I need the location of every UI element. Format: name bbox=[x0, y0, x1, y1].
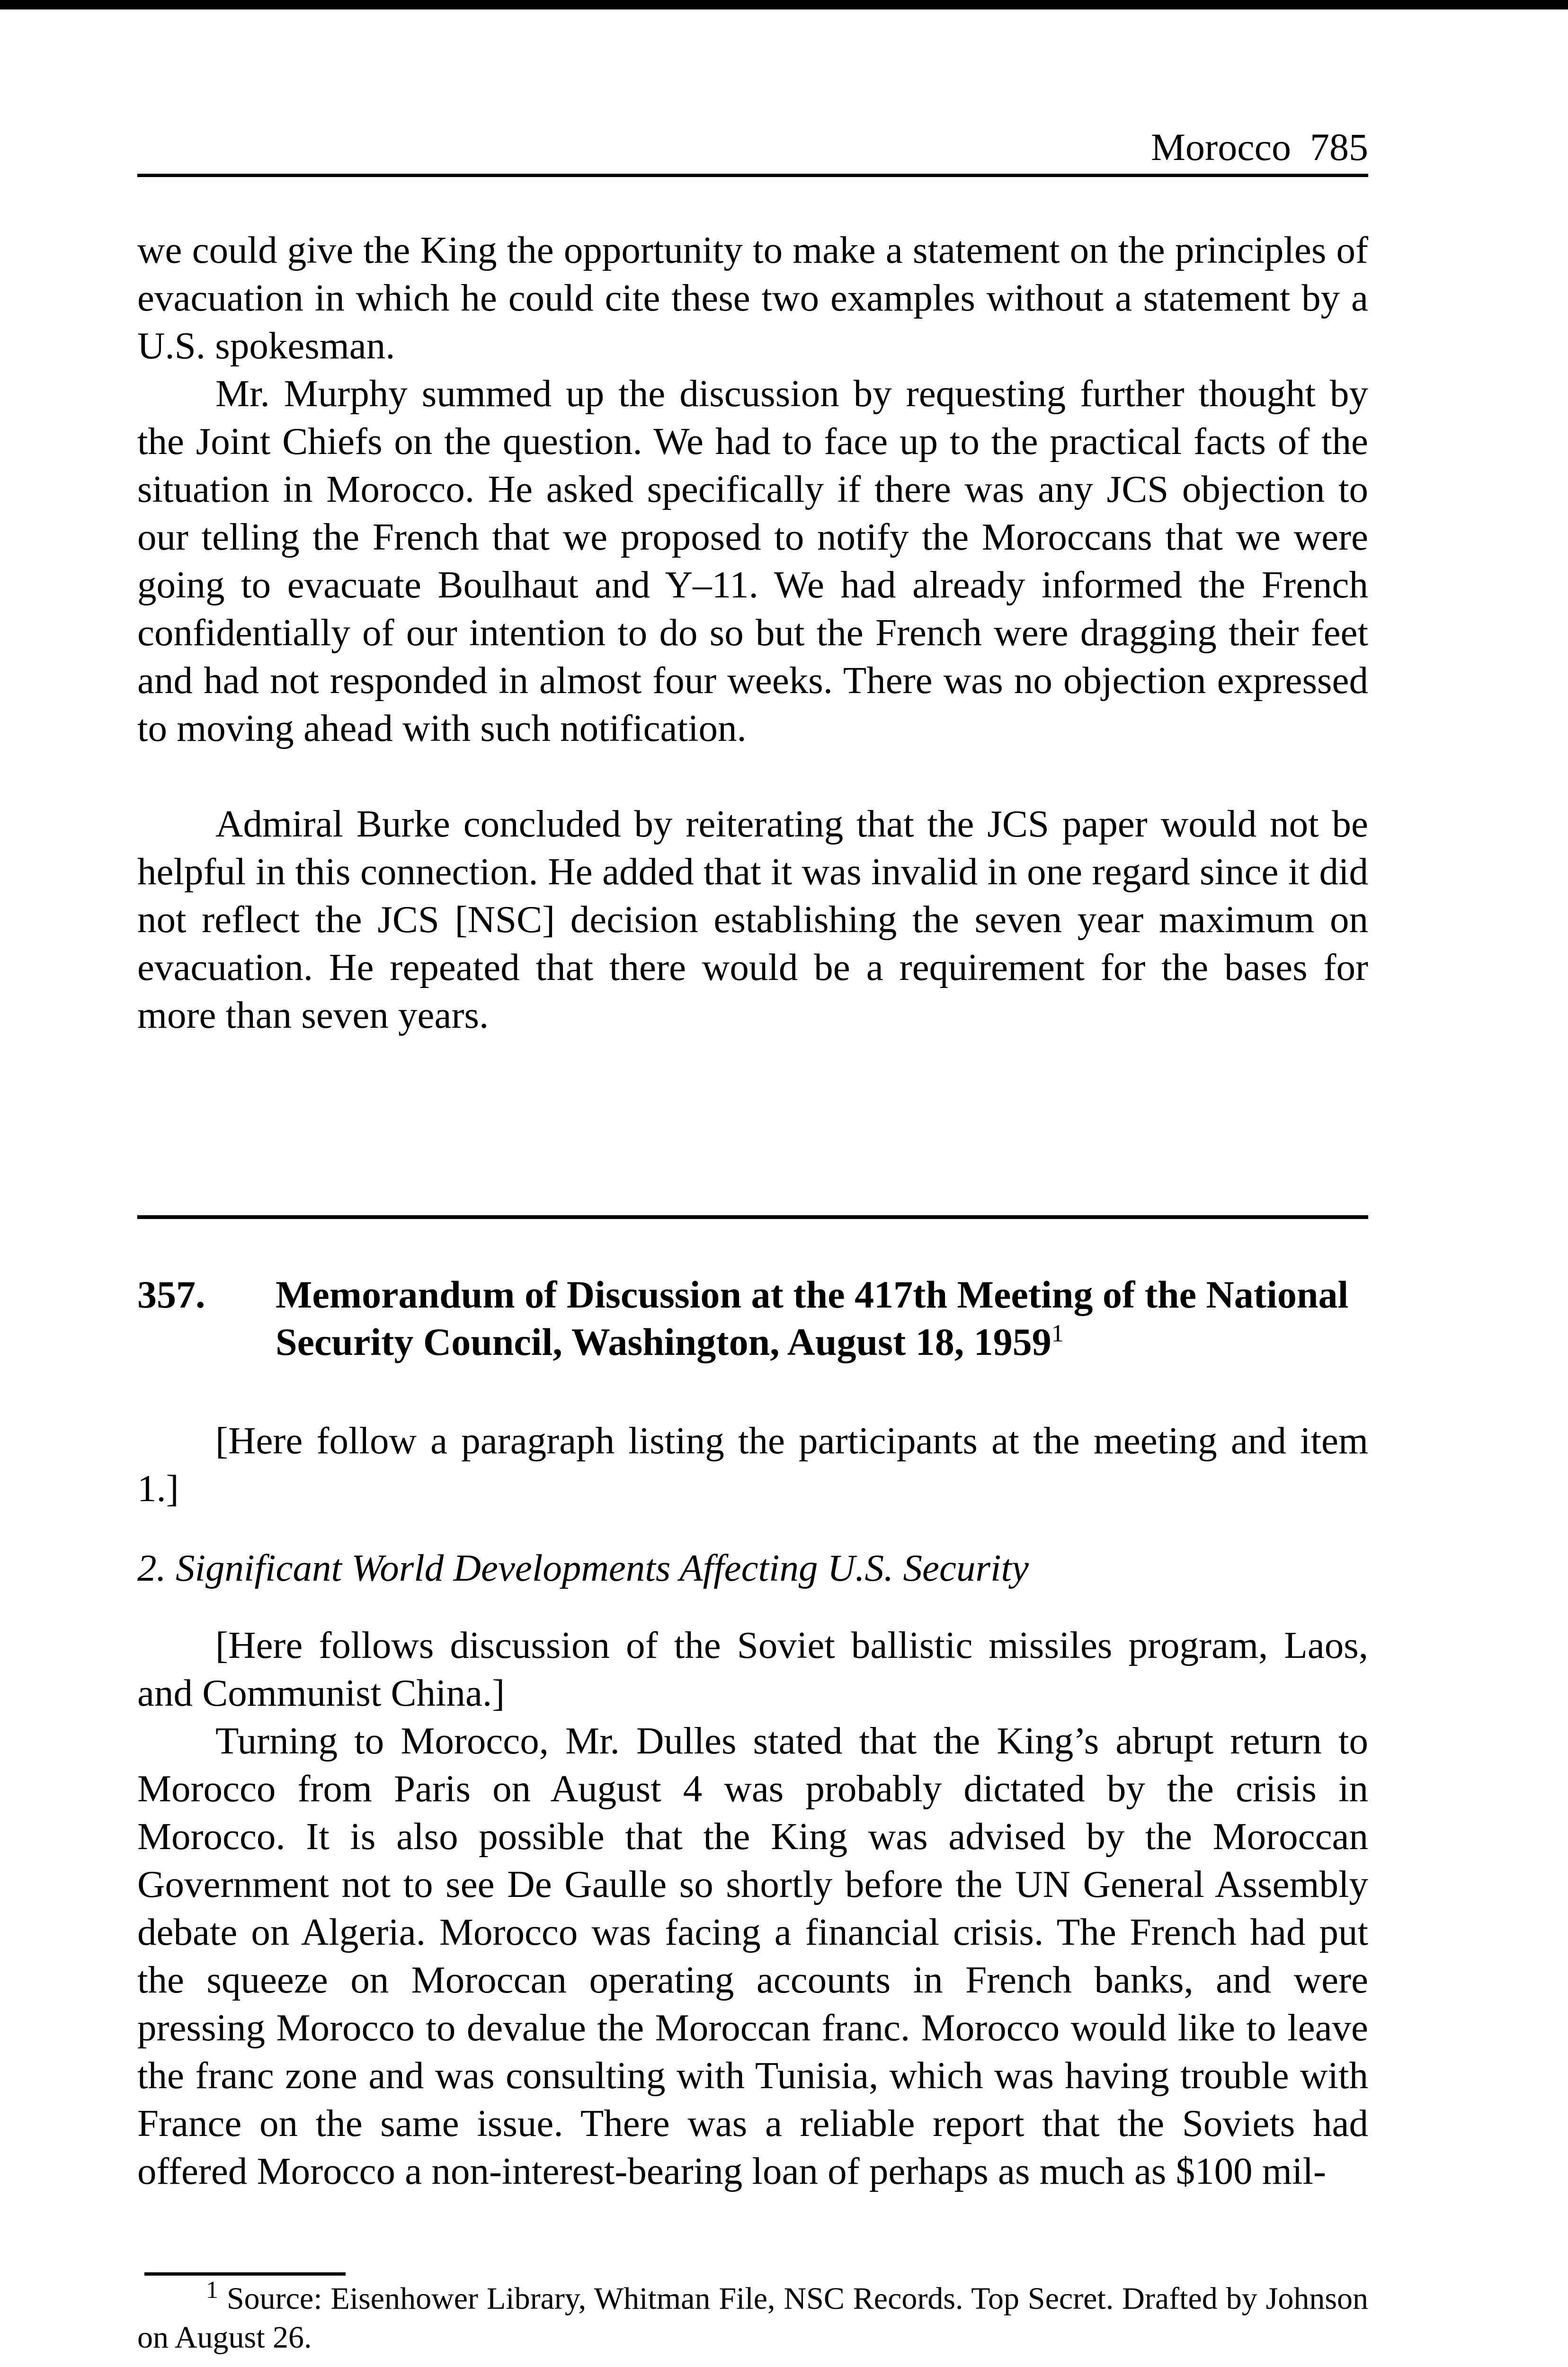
top-border bbox=[0, 0, 1568, 9]
paragraph-dulles: Turning to Morocco, Mr. Dulles stated that the King’s abrupt return to Morocco from Paris on August 4 was probably dictated by the crisis in Morocco. It is also possible that the King was advised by the Moroccan Government not to see De Gaulle so shortly before the UN General Assembly debate on Algeria. Morocco was facing a financial crisis. The French had put the squeeze on Moroccan operating accounts in French banks, and were pressing Morocco to devalue the Moroccan franc. Morocco would like to leave the franc zone and was consulting with Tunisia, which was having trouble with France on the same issue. There was a reliable report that the Soviets had offered Morocco a non-interest-bearing loan of perhaps as much as $100 mil- bbox=[137, 1719, 1368, 2192]
header-text bbox=[1151, 124, 1368, 174]
running-header bbox=[137, 121, 1368, 177]
section-divider bbox=[137, 1215, 1368, 1219]
document-heading bbox=[137, 1271, 1368, 1366]
paragraph-burke: Admiral Burke concluded by reiterating that the JCS paper would not be helpful in this connection. He added that it was invalid in one regard since it did not reflect the JCS [NSC] decision establishing the seven year maximum on evacuation. He repeated that there would be a requirement for the bases for more than seven years. bbox=[137, 802, 1368, 1036]
paragraph-murphy: Mr. Murphy summed up the discussion by requesting further thought by the Joint Chiefs on the question. We had to face up to the practical facts of the situation in Morocco. He asked specifically if there was any JCS objection to our telling the French that we proposed to notify the Moroccans that we were going to evacuate Boulhaut and Y–11. We had already informed the French confidentially of our intention to do so but the French were dragging their feet and had not responded in almost four weeks. There was no objection expressed to moving ahead with such notification. bbox=[137, 372, 1368, 749]
document-number: 357. bbox=[137, 1273, 205, 1316]
document-title bbox=[276, 1271, 1368, 1366]
footnote-marker: 1 bbox=[206, 2277, 218, 2304]
section-heading: 2. Significant World Developments Affecting U.S. Security bbox=[137, 1547, 1029, 1589]
paragraph-soviet: [Here follows discussion of the Soviet ballistic missiles program, Laos, and Communist China.] bbox=[137, 1624, 1368, 1714]
page-number: 785 bbox=[1310, 125, 1368, 169]
document-title-text: Memorandum of Discussion at the 417th Meeting of the National Security Council, Washington, August 18, 1959 bbox=[276, 1273, 1349, 1363]
paragraph-participants: [Here follow a paragraph listing the participants at the meeting and item 1.] bbox=[137, 1419, 1368, 1510]
footnote-reference: 1 bbox=[1051, 1320, 1064, 1347]
running-title: Morocco bbox=[1150, 125, 1291, 169]
paragraph-continuation: we could give the King the opportunity to make a statement on the principles of evacuation in which he could cite these two examples without a statement by a U.S. spokesman. bbox=[137, 229, 1368, 367]
footnote-text: Source: Eisenhower Library, Whitman File, NSC Records. Top Secret. Drafted by Johnson on August 26. bbox=[137, 2281, 1369, 2355]
footnote bbox=[137, 2279, 1368, 2357]
footnote-rule bbox=[144, 2272, 346, 2276]
